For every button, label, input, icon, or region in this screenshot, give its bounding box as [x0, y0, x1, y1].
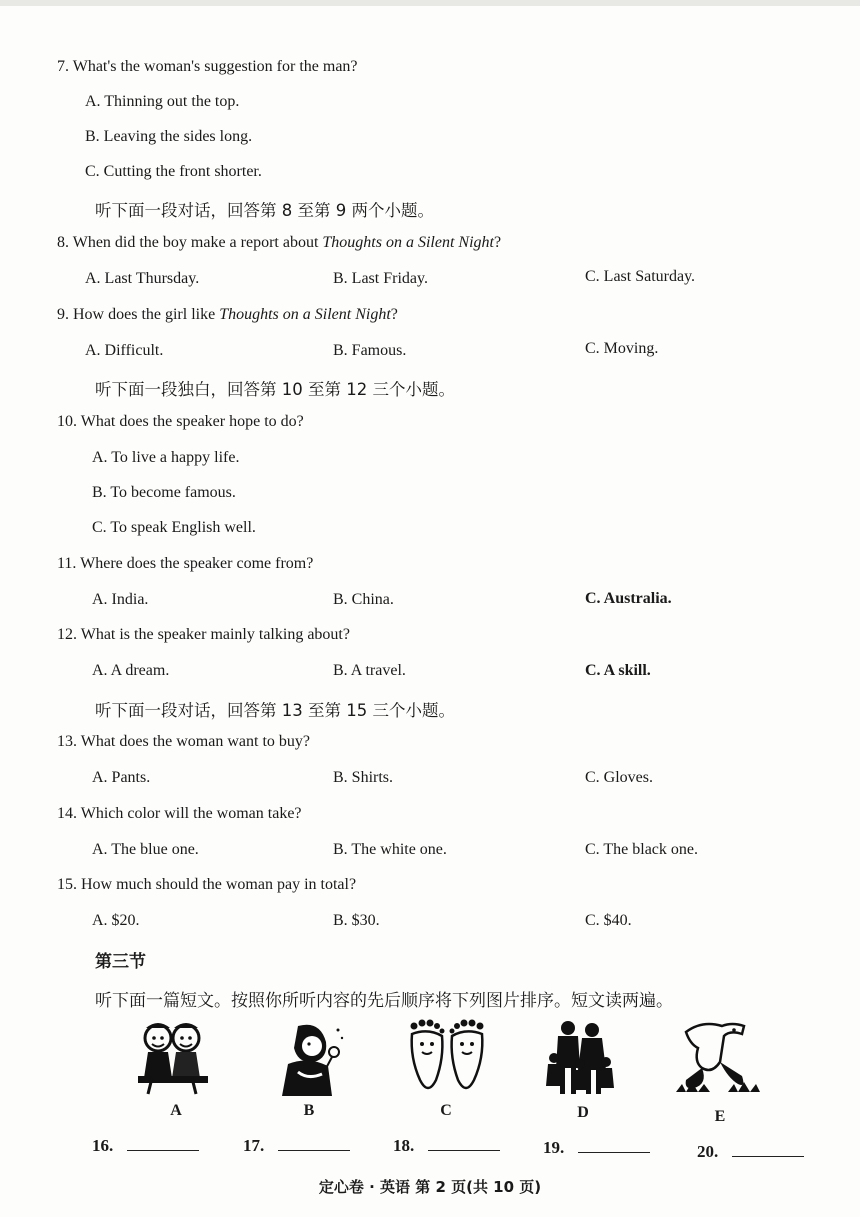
q12-option-b: B. A travel. [333, 662, 406, 679]
q7-option-b: B. Leaving the sides long. [85, 128, 253, 145]
picture-b-person-icon [268, 1018, 358, 1098]
q11-option-b: B. China. [333, 591, 394, 608]
q15-option-c: C. $40. [585, 912, 632, 929]
q15-option-a: A. $20. [92, 912, 140, 929]
answer-16-number: 16. [92, 1136, 114, 1155]
instruction-q13-15: 听下面一段对话，回答第 13 至第 15 三个小题。 [95, 701, 455, 720]
q9-option-b: B. Famous. [333, 342, 407, 359]
picture-a-label: A [170, 1102, 182, 1119]
q8-mark: ? [493, 234, 502, 251]
q9-text: 9. How does the girl like [57, 306, 220, 323]
q8-title: Thoughts on a Silent Night [322, 234, 494, 251]
q10-option-c: C. To speak English well. [92, 519, 256, 536]
q9-mark: ? [390, 306, 398, 323]
q12-option-c: C. A skill. [585, 662, 651, 679]
q11-option-c: C. Australia. [585, 590, 672, 607]
question-8 [57, 234, 501, 252]
picture-b-label: B [303, 1102, 315, 1119]
q13-option-b: B. Shirts. [333, 769, 394, 786]
question-11: 11. Where does the speaker come from? [57, 555, 314, 572]
q13-option-a: A. Pants. [92, 769, 151, 786]
q8-option-b: B. Last Friday. [333, 270, 428, 287]
q7-option-a: A. Thinning out the top. [85, 93, 240, 110]
question-10: 10. What does the speaker hope to do? [57, 413, 304, 430]
answer-17-blank[interactable] [278, 1136, 350, 1151]
top-edge [0, 0, 860, 6]
q15-option-b: B. $30. [333, 912, 380, 929]
q14-option-c: C. The black one. [585, 841, 699, 858]
picture-c-feet-icon [402, 1018, 492, 1098]
answer-19-blank[interactable] [578, 1138, 650, 1153]
picture-e-label: E [714, 1108, 726, 1125]
answer-20-blank[interactable] [732, 1142, 804, 1157]
page-footer: 定心卷 · 英语 第 2 页(共 10 页) [318, 1178, 542, 1196]
picture-c-label: C [440, 1102, 452, 1119]
q14-option-b: B. The white one. [333, 841, 447, 858]
question-15: 15. How much should the woman pay in total? [57, 876, 357, 893]
picture-d-label: D [577, 1104, 589, 1121]
q10-option-a: A. To live a happy life. [92, 449, 240, 466]
answer-18-number: 18. [393, 1136, 415, 1155]
answer-18[interactable] [393, 1136, 500, 1156]
answer-17[interactable] [243, 1136, 350, 1156]
question-9 [57, 306, 398, 324]
q7-option-c: C. Cutting the front shorter. [85, 163, 262, 180]
q8-option-c: C. Last Saturday. [585, 268, 696, 285]
answer-20[interactable] [697, 1142, 804, 1162]
picture-e-animal-icon [672, 1018, 762, 1098]
question-12: 12. What is the speaker mainly talking about? [57, 626, 350, 643]
question-14: 14. Which color will the woman take? [57, 805, 302, 822]
question-13: 13. What does the woman want to buy? [57, 733, 310, 750]
answer-16[interactable] [92, 1136, 199, 1156]
answer-19[interactable] [543, 1138, 650, 1158]
section-3-title: 第三节 [95, 952, 146, 972]
q10-option-b: B. To become famous. [92, 484, 236, 501]
picture-d-family-icon [538, 1018, 628, 1098]
q13-option-c: C. Gloves. [585, 769, 653, 786]
q12-option-a: A. A dream. [92, 662, 170, 679]
q9-option-a: A. Difficult. [85, 342, 164, 359]
answer-19-number: 19. [543, 1138, 565, 1157]
answer-16-blank[interactable] [127, 1136, 199, 1151]
q11-option-a: A. India. [92, 591, 149, 608]
question-7: 7. What's the woman's suggestion for the man? [57, 58, 358, 75]
instruction-q10-12: 听下面一段独白，回答第 10 至第 12 三个小题。 [95, 380, 455, 399]
q8-option-a: A. Last Thursday. [85, 270, 200, 287]
section-3-instruction: 听下面一篇短文。按照你所听内容的先后顺序将下列图片排序。短文读两遍。 [95, 991, 673, 1011]
picture-a-children-icon [132, 1018, 222, 1098]
answer-20-number: 20. [697, 1142, 719, 1161]
answer-18-blank[interactable] [428, 1136, 500, 1151]
q9-option-c: C. Moving. [585, 340, 659, 357]
answer-17-number: 17. [243, 1136, 265, 1155]
q14-option-a: A. The blue one. [92, 841, 199, 858]
instruction-q8-9: 听下面一段对话，回答第 8 至第 9 两个小题。 [95, 201, 434, 220]
q8-text: 8. When did the boy make a report about [57, 234, 323, 251]
q9-title: Thoughts on a Silent Night [219, 306, 391, 323]
